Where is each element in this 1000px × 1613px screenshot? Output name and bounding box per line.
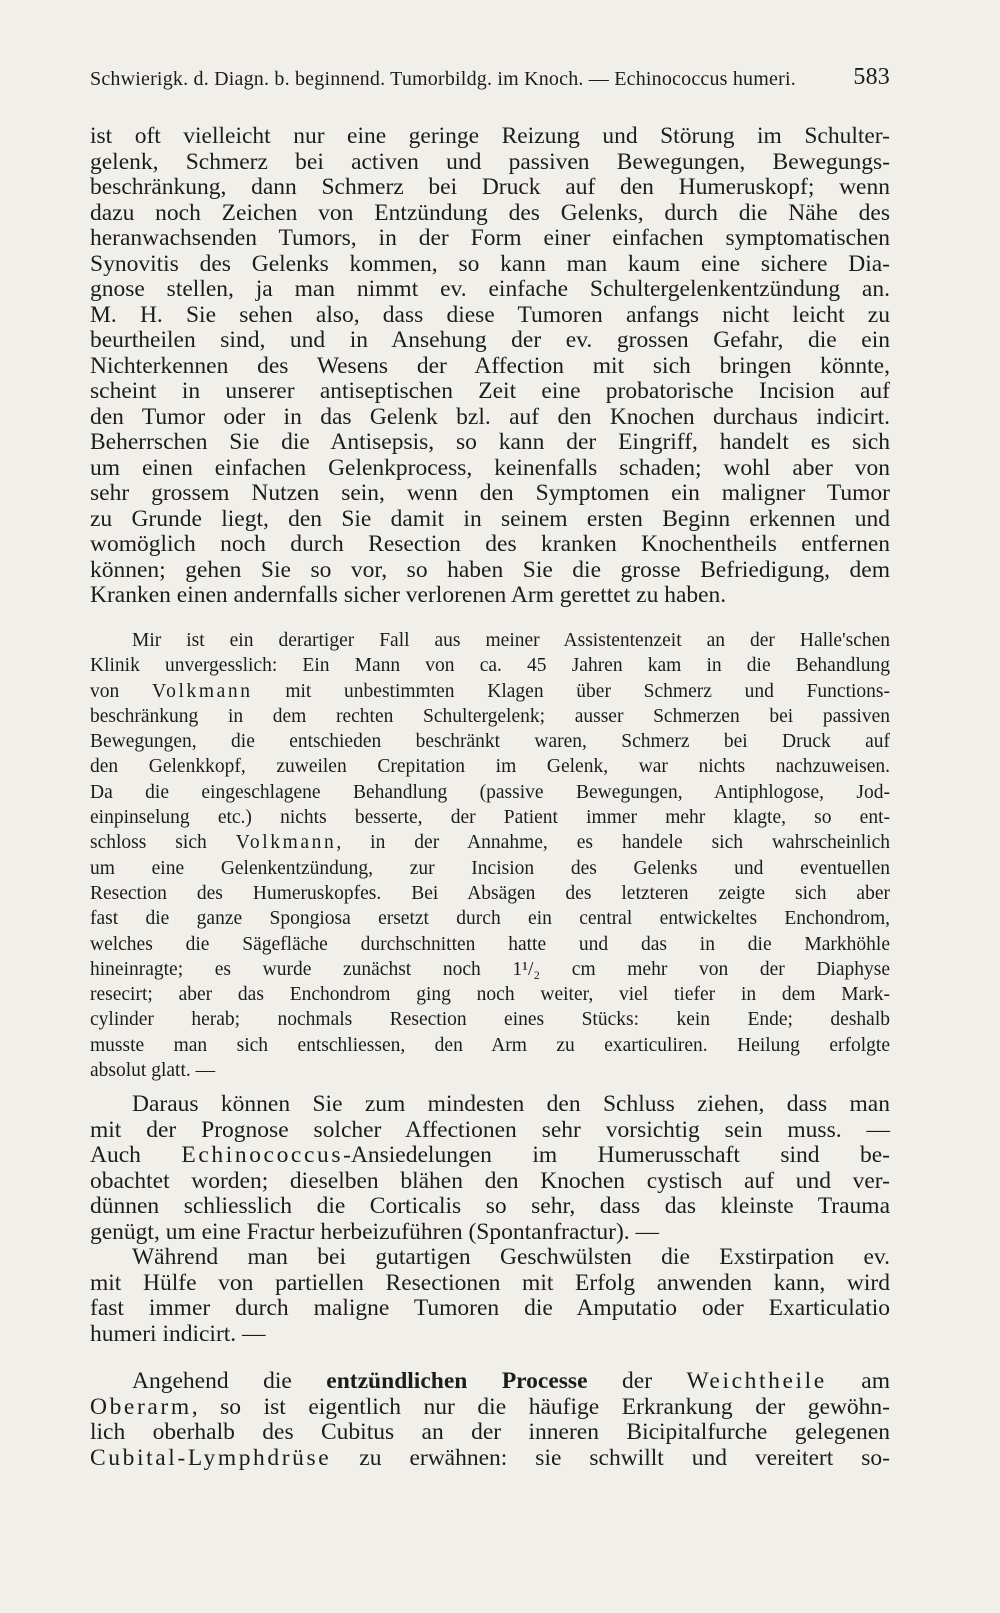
text-line: mit der Prognose solcher Affectionen sehr vorsichtig sein muss. —	[90, 1116, 890, 1143]
text-line: womöglich noch durch Resection des kranken Knochentheils entfernen	[90, 531, 890, 557]
text-run: am	[826, 1368, 890, 1394]
text-line: Daraus können Sie zum mindesten den Schluss ziehen, dass man	[132, 1091, 890, 1117]
text-line: dazu noch Zeichen von Entzündung des Gelenks, durch die Nähe des	[90, 199, 890, 226]
text-line: Da die eingeschlagene Behandlung (passive Bewegungen, Antiphlogose, Jod-	[90, 781, 890, 803]
prognosis-paragraph	[90, 1092, 890, 1347]
text-line: mit Hülfe von partiellen Resectionen mit Erfolg anwenden kann, wird	[90, 1269, 890, 1296]
text-line: Resection des Humeruskopfes. Bei Absägen des letzteren zeigte sich aber	[90, 882, 890, 904]
text-line: gelenk, Schmerz bei activen und passiven Bewegungen, Bewegungs-	[90, 148, 890, 175]
text-run: , in der Annahme, es handele sich wahrscheinlich	[336, 832, 890, 854]
text-run: -Ansiedelungen im Humerusschaft sind be-	[343, 1142, 890, 1168]
text-line	[90, 830, 890, 855]
text-line: zu Grunde liegt, den Sie damit in seinem ersten Beginn erkennen und	[90, 505, 890, 532]
running-head	[90, 64, 890, 94]
inflammation-paragraph	[90, 1369, 890, 1471]
text-line: resecirt; aber das Enchondrom ging noch weiter, viel tiefer in dem Mark-	[90, 984, 890, 1006]
text-line: heranwachsenden Tumors, in der Form einer einfachen symptomatischen	[90, 225, 890, 251]
text-line: Synovitis des Gelenks kommen, so kann man kaum eine sichere Dia-	[90, 250, 890, 277]
text-line	[90, 1446, 890, 1472]
text-line: M. H. Sie sehen also, dass diese Tumoren anfangs nicht leicht zu	[90, 301, 890, 328]
text-line: hineinragte; es wurde zunächst noch 1¹/₂ cm mehr von der Diaphyse	[90, 958, 890, 980]
person-name: Volkmann	[151, 680, 253, 702]
text-line: Nichterkennen des Wesens der Affection mit sich bringen könnte,	[90, 352, 890, 379]
text-run: mit unbestimmten Klagen über Schmerz und Functions-	[252, 680, 891, 702]
text-line: einpinselung etc.) nichts besserte, der Patient immer mehr klagte, so ent-	[90, 807, 890, 829]
emphasized-term: Echinococcus	[181, 1142, 344, 1168]
text-line: absolut glatt. —	[90, 1060, 216, 1082]
text-line: Kranken einen andernfalls sicher verlorenen Arm gerettet zu haben.	[90, 582, 727, 608]
emphasized-term: Cubital-Lymphdrüse	[90, 1444, 332, 1471]
text-line	[90, 679, 890, 704]
text-run: Auch	[90, 1142, 182, 1168]
text-line: Klinik unvergesslich: Ein Mann von ca. 45 Jahren kam in die Behandlung	[90, 655, 890, 677]
text-line: Mir ist ein derartiger Fall aus meiner Assistentenzeit an der Halle'schen	[132, 630, 890, 651]
text-run: , so ist eigentlich nur die häufige Erkrankung der gewöhn-	[191, 1393, 890, 1420]
text-line: können; gehen Sie so vor, so haben Sie die grosse Befriedigung, dem	[90, 556, 890, 583]
text-line: cylinder herab; nochmals Resection eines Stücks: kein Ende; deshalb	[90, 1009, 890, 1031]
text-run: schloss sich	[90, 832, 236, 854]
text-run: von	[90, 680, 152, 702]
text-line: Während man bei gutartigen Geschwülsten die Exstirpation ev.	[132, 1244, 890, 1270]
text-line: humeri indicirt. —	[90, 1320, 266, 1347]
text-run: der	[587, 1368, 687, 1394]
text-line: fast immer durch maligne Tumoren die Amputatio oder Exarticulatio	[90, 1295, 890, 1321]
text-line: obachtet worden; dieselben blähen den Knochen cystisch auf und ver-	[90, 1167, 890, 1194]
text-line	[90, 1369, 890, 1395]
case-report-paragraph	[90, 628, 890, 1083]
text-line: scheint in unserer antiseptischen Zeit eine probatorische Incision auf	[90, 378, 890, 404]
text-line: sehr grossem Nutzen sein, wenn den Symptomen ein maligner Tumor	[90, 480, 890, 506]
text-line: den Gelenkkopf, zuweilen Crepitation im Gelenk, war nichts nachzuweisen.	[90, 756, 890, 778]
text-line: beschränkung in dem rechten Schultergelenk; ausser Schmerzen bei passiven	[90, 705, 890, 727]
person-name: Volkmann	[235, 832, 337, 854]
text-line	[90, 1395, 890, 1421]
text-line: beschränkung, dann Schmerz bei Druck auf den Humeruskopf; wenn	[90, 174, 890, 200]
text-line: lich oberhalb des Cubitus an der inneren Bicipitalfurche gelegenen	[90, 1419, 890, 1445]
text-line	[90, 1143, 890, 1169]
emphasized-term: Weichtheile	[686, 1368, 827, 1394]
text-line: musste man sich entschliessen, den Arm zu exarticuliren. Heilung erfolgte	[90, 1034, 890, 1056]
text-line: dünnen schliesslich die Corticalis so sehr, dass das kleinste Trauma	[90, 1193, 890, 1219]
emphasized-term: Oberarm	[90, 1393, 192, 1420]
text-line: ist oft vielleicht nur eine geringe Reizung und Störung im Schulter-	[90, 123, 890, 149]
text-line: genügt, um eine Fractur herbeizuführen (Spontanfractur). —	[90, 1218, 660, 1245]
text-line: beurtheilen sind, und in Ansehung der ev. grossen Gefahr, die ein	[90, 327, 890, 353]
text-line: gnose stellen, ja man nimmt ev. einfache Schultergelenkentzündung an.	[90, 276, 890, 302]
text-run: zu erwähnen: sie schwillt und vereitert so-	[331, 1444, 890, 1471]
text-run: Angehend die	[132, 1368, 327, 1394]
text-line: welches die Sägefläche durchschnitten hatte und das in die Markhöhle	[90, 933, 890, 955]
text-line: den Tumor oder in das Gelenk bzl. auf den Knochen durchaus indicirt.	[90, 403, 890, 430]
running-title: Schwierigk. d. Diagn. b. beginnend. Tumorbildg. im Knoch. — Echinococcus humeri.	[90, 68, 796, 90]
text-line: Bewegungen, die entschieden beschränkt waren, Schmerz bei Druck auf	[90, 731, 890, 753]
bold-heading-term: entzündlichen Processe	[326, 1368, 588, 1394]
page-number: 583	[853, 64, 890, 90]
paragraph-main-text	[90, 124, 890, 609]
text-line: um eine Gelenkentzündung, zur Incision des Gelenks und eventuellen	[90, 857, 890, 879]
text-line: Beherrschen Sie die Antisepsis, so kann der Eingriff, handelt es sich	[90, 429, 890, 455]
text-line: um einen einfachen Gelenkprocess, keinenfalls schaden; wohl aber von	[90, 454, 890, 481]
text-line: fast die ganze Spongiosa ersetzt durch ein central entwickeltes Enchondrom,	[90, 908, 890, 930]
